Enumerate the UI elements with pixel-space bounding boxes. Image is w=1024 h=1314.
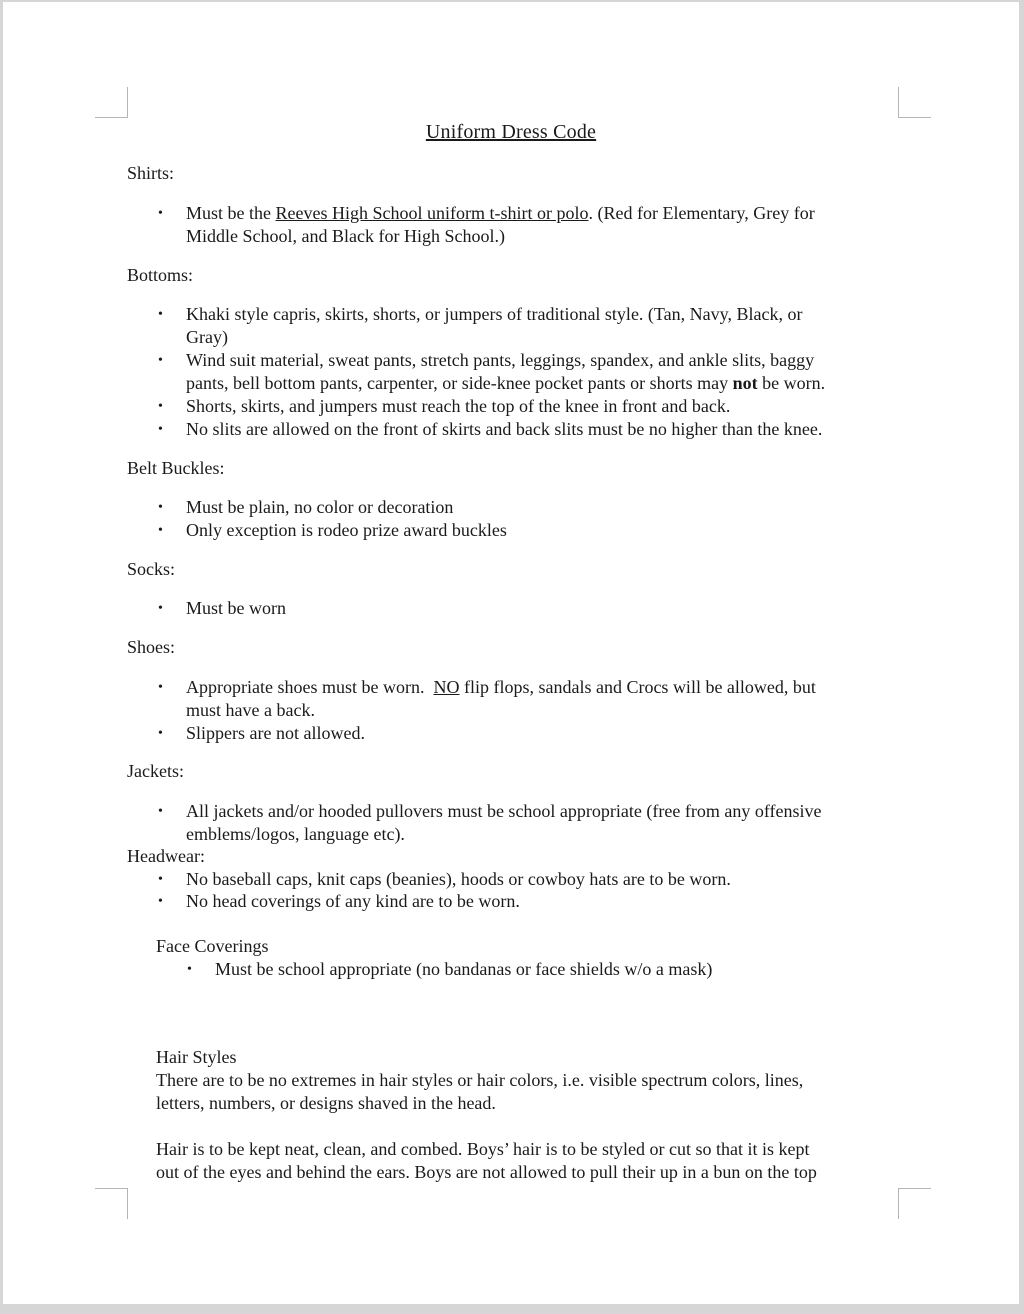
belt-buckles-heading: Belt Buckles: [127, 458, 225, 478]
bullet: • [158, 422, 163, 437]
hair-styles-paragraph-2: Hair is to be kept neat, clean, and combed. Boys’ hair is to be styled or cut so that it is kept [156, 1139, 810, 1159]
jackets-item-1-line-2: emblems/logos, language etc). [186, 824, 405, 844]
belt-buckles-item-1: Must be plain, no color or decoration [186, 497, 454, 517]
bullet: • [187, 962, 192, 977]
bullet: • [158, 872, 163, 887]
jackets-item-1: All jackets and/or hooded pullovers must be school appropriate (free from any offensive [186, 801, 822, 821]
hair-styles-heading: Hair Styles [156, 1047, 237, 1067]
bottoms-item-3: Shorts, skirts, and jumpers must reach the top of the knee in front and back. [186, 396, 731, 416]
shirts-heading: Shirts: [127, 163, 175, 183]
bullet: • [158, 500, 163, 515]
bullet: • [158, 353, 163, 368]
bottoms-item-1-line-2: Gray) [186, 327, 228, 347]
bullet: • [158, 804, 163, 819]
shoes-item-2: Slippers are not allowed. [186, 723, 365, 743]
shirts-item-1: Must be the Reeves High School uniform t-shirt or polo. (Red for Elementary, Grey for [186, 203, 815, 223]
crop-mark-bottom-right [898, 1188, 931, 1219]
hair-styles-paragraph-1-line-2: letters, numbers, or designs shaved in the head. [156, 1093, 496, 1113]
not-emphasis: not [732, 373, 758, 393]
bullet: • [158, 726, 163, 741]
bullet: • [158, 680, 163, 695]
shirts-item-1-line-2: Middle School, and Black for High School.) [186, 226, 505, 246]
shoes-heading: Shoes: [127, 637, 176, 657]
crop-mark-bottom-left [95, 1188, 128, 1219]
no-emphasis: NO [433, 677, 460, 697]
hair-styles-paragraph-2-line-2: out of the eyes and behind the ears. Boys are not allowed to pull their up in a bun on the top [156, 1162, 817, 1182]
bottoms-item-1: Khaki style capris, skirts, shorts, or jumpers of traditional style. (Tan, Navy, Black, or [186, 304, 803, 324]
headwear-item-1: No baseball caps, knit caps (beanies), hoods or cowboy hats are to be worn. [186, 869, 731, 889]
bullet: • [158, 399, 163, 414]
crop-mark-top-left [95, 87, 128, 118]
bullet: • [158, 206, 163, 221]
belt-buckles-item-2: Only exception is rodeo prize award buckles [186, 520, 507, 540]
hair-styles-paragraph-1: There are to be no extremes in hair styles or hair colors, i.e. visible spectrum colors, lines, [156, 1070, 804, 1090]
bullet: • [158, 894, 163, 909]
shoes-item-1: Appropriate shoes must be worn. NO flip flops, sandals and Crocs will be allowed, but [186, 677, 816, 697]
bullet: • [158, 601, 163, 616]
headwear-item-2: No head coverings of any kind are to be worn. [186, 891, 520, 911]
face-coverings-item-1: Must be school appropriate (no bandanas or face shields w/o a mask) [215, 959, 713, 979]
uniform-shirt-emphasis: Reeves High School uniform t-shirt or polo [275, 203, 589, 223]
bottoms-item-2-line-2: pants, bell bottom pants, carpenter, or side-knee pocket pants or shorts may not be worn. [186, 373, 826, 393]
bottoms-item-4: No slits are allowed on the front of skirts and back slits must be no higher than the knee. [186, 419, 823, 439]
crop-mark-top-right [898, 87, 931, 118]
socks-item-1: Must be worn [186, 598, 286, 618]
face-coverings-heading: Face Coverings [156, 936, 269, 956]
headwear-heading: Headwear: [127, 846, 205, 866]
bottoms-heading: Bottoms: [127, 265, 194, 285]
document-page [3, 2, 1019, 1304]
bullet: • [158, 523, 163, 538]
bullet: • [158, 307, 163, 322]
shoes-item-1-line-2: must have a back. [186, 700, 315, 720]
document-title: Uniform Dress Code [425, 121, 597, 143]
socks-heading: Socks: [127, 559, 176, 579]
bottoms-item-2: Wind suit material, sweat pants, stretch pants, leggings, spandex, and ankle slits, baggy [186, 350, 815, 370]
jackets-heading: Jackets: [127, 761, 184, 781]
